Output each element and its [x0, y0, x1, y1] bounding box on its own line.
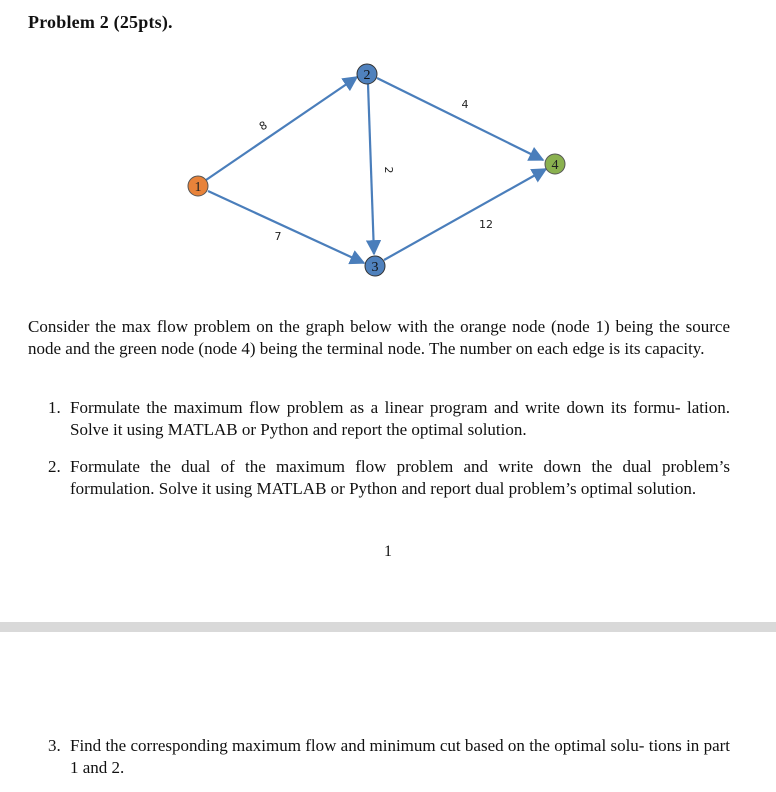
- node-4-label: 4: [551, 158, 559, 173]
- node-2-label: 2: [363, 68, 371, 83]
- page-separator: [0, 622, 776, 632]
- edge-1-2: [206, 77, 357, 180]
- list-item-text: Formulate the dual of the maximum flow problem and write down the dual problem’s formulation. Solve it using MATLAB or Python and report dual problem’s optimal solution.: [70, 457, 730, 498]
- problem-heading: Problem 2 (25pts).: [28, 12, 173, 32]
- list-item: [48, 456, 730, 500]
- list-item-text: Find the corresponding maximum flow and minimum cut based on the optimal solu- tions in part 1 and 2.: [70, 736, 730, 777]
- list-item: [48, 397, 730, 441]
- edge-1-3: [208, 191, 364, 263]
- list-item-number: 2.: [48, 457, 61, 476]
- page-number: 1: [384, 543, 392, 560]
- node-2: [357, 64, 377, 84]
- node-4: [545, 154, 565, 174]
- list-item-number: 3.: [48, 736, 61, 755]
- edge-2-3: [368, 84, 374, 254]
- edge-2-4: [377, 78, 543, 160]
- node-3: [365, 256, 385, 276]
- capacity-label-3-4: 12: [479, 218, 493, 231]
- list-item-number: 1.: [48, 398, 61, 417]
- page-2: [0, 632, 776, 792]
- edge-3-4: [382, 166, 546, 260]
- list-item: [48, 735, 730, 779]
- problem-description: Consider the max flow problem on the graph below with the orange node (node 1) being the source node and the green node (node 4) being the terminal node. The number on each edge is its capacity.: [28, 317, 730, 358]
- node-3-label: 3: [371, 260, 379, 275]
- capacity-label-1-2: 8: [256, 118, 270, 134]
- capacity-label-2-4: 4: [461, 98, 469, 111]
- capacity-label-1-3: 7: [274, 230, 282, 243]
- list-item-text: Formulate the maximum flow problem as a linear program and write down its formu- lation. Solve it using MATLAB or Python and report the optimal solution.: [70, 398, 730, 439]
- capacity-label-2-3: 2: [382, 166, 395, 174]
- node-1-label: 1: [194, 180, 202, 195]
- node-1: [188, 176, 208, 196]
- flow-network-graph: [0, 0, 776, 300]
